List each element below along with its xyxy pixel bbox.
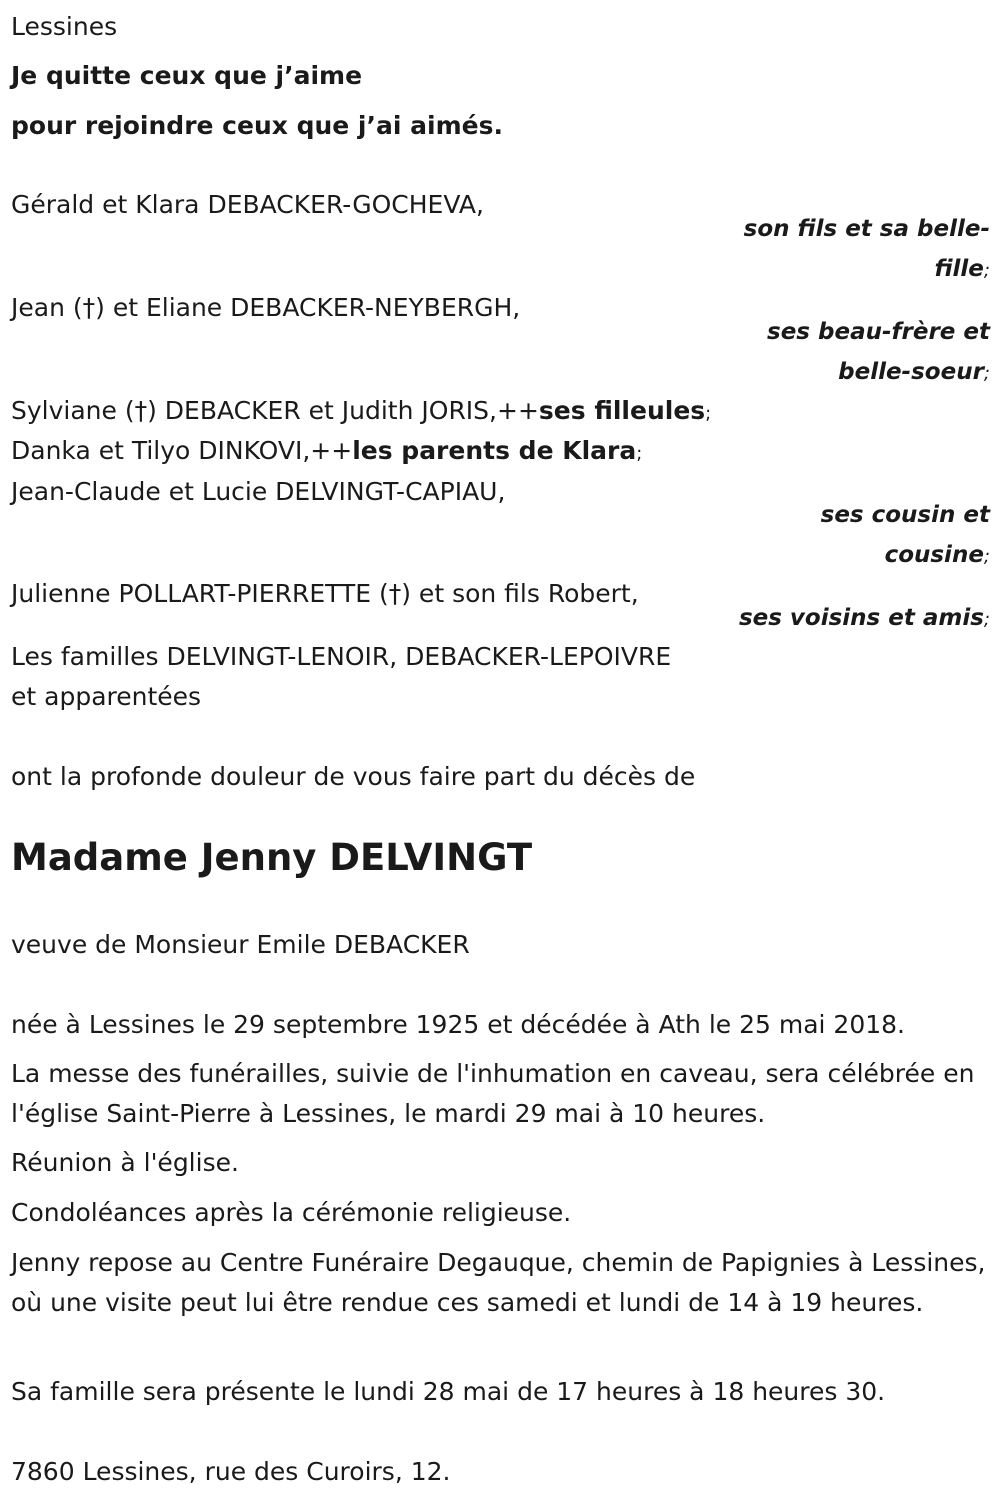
- relation-text: fille: [934, 256, 984, 282]
- funeral-info: La messe des funérailles, suivie de l'inhumation en caveau, sera célébrée en l'église Saint-Pierre à Lessines, le mardi 29 mai à 10 heures.: [11, 1059, 975, 1128]
- relation-text: les parents de Klara: [352, 436, 637, 465]
- names-text: Danka et Tilyo DINKOVI,++: [11, 436, 353, 465]
- announcement: ont la profonde douleur de vous faire part du décès de: [11, 762, 696, 791]
- mourner-names: Les familles DELVINGT-LENOIR, DEBACKER-LEPOIVRE: [11, 642, 672, 671]
- mourner-names: Jean-Claude et Lucie DELVINGT-CAPIAU,: [11, 477, 506, 506]
- separator: ;: [983, 546, 990, 567]
- family-presence: Sa famille sera présente le lundi 28 mai de 17 heures à 18 heures 30.: [11, 1377, 886, 1406]
- mourner-names: [11, 293, 520, 323]
- mourner-relation: [739, 598, 990, 640]
- birth-death-dates: née à Lessines le 29 septembre 1925 et décédée à Ath le 25 mai 2018.: [11, 1010, 905, 1039]
- widow-of: veuve de Monsieur Emile DEBACKER: [11, 930, 470, 959]
- mourner-relation: [767, 312, 990, 394]
- quote-line-1: Je quitte ceux que j’aime: [11, 61, 363, 90]
- city-label: Lessines: [11, 12, 118, 41]
- mourner-names: [11, 436, 642, 469]
- relation-text: ses beau-frère et: [767, 319, 990, 345]
- address: 7860 Lessines, rue des Curoirs, 12.: [11, 1457, 451, 1486]
- relation-text: ses voisins et amis: [738, 605, 984, 631]
- resting-info: Jenny repose au Centre Funéraire Degauque, chemin de Papignies à Lessines, où une visite peut lui être rendue ces samedi et lundi de 14 à 19 heures.: [11, 1248, 986, 1317]
- separator: ;: [983, 609, 990, 630]
- names-text: Sylviane (: [11, 396, 135, 425]
- mourner-names: [11, 396, 711, 429]
- separator: ;: [705, 403, 712, 424]
- mourner-relation: [821, 495, 990, 577]
- condolences-info: Condoléances après la cérémonie religieuse.: [11, 1198, 572, 1227]
- separator: ;: [636, 443, 643, 464]
- separator: ;: [983, 363, 990, 384]
- relation-text: belle-soeur: [838, 359, 984, 385]
- cross-icon: †: [82, 293, 96, 322]
- names-text: ) DEBACKER et Judith JORIS,++: [147, 396, 539, 425]
- separator: ;: [983, 260, 990, 281]
- mourner-names: et apparentées: [11, 682, 202, 711]
- relation-text: cousine: [884, 542, 984, 568]
- relation-text: son fils et sa belle-: [743, 216, 990, 242]
- relation-text: ses filleules: [538, 396, 706, 425]
- meeting-info: Réunion à l'église.: [11, 1148, 239, 1177]
- names-text: Jean (: [11, 293, 83, 322]
- mourner-relation: [744, 209, 990, 291]
- deceased-name: Madame Jenny DELVINGT: [11, 836, 533, 879]
- cross-icon: †: [388, 579, 402, 608]
- names-text: ) et son fils Robert,: [401, 579, 639, 608]
- quote-line-2: pour rejoindre ceux que j’ai aimés.: [11, 111, 503, 140]
- mourner-names: Gérald et Klara DEBACKER-GOCHEVA,: [11, 190, 484, 219]
- names-text: ) et Eliane DEBACKER-NEYBERGH,: [95, 293, 521, 322]
- mourner-names: [11, 579, 639, 609]
- relation-text: ses cousin et: [820, 502, 990, 528]
- cross-icon: †: [134, 396, 148, 425]
- names-text: Julienne POLLART-PIERRETTE (: [11, 579, 389, 608]
